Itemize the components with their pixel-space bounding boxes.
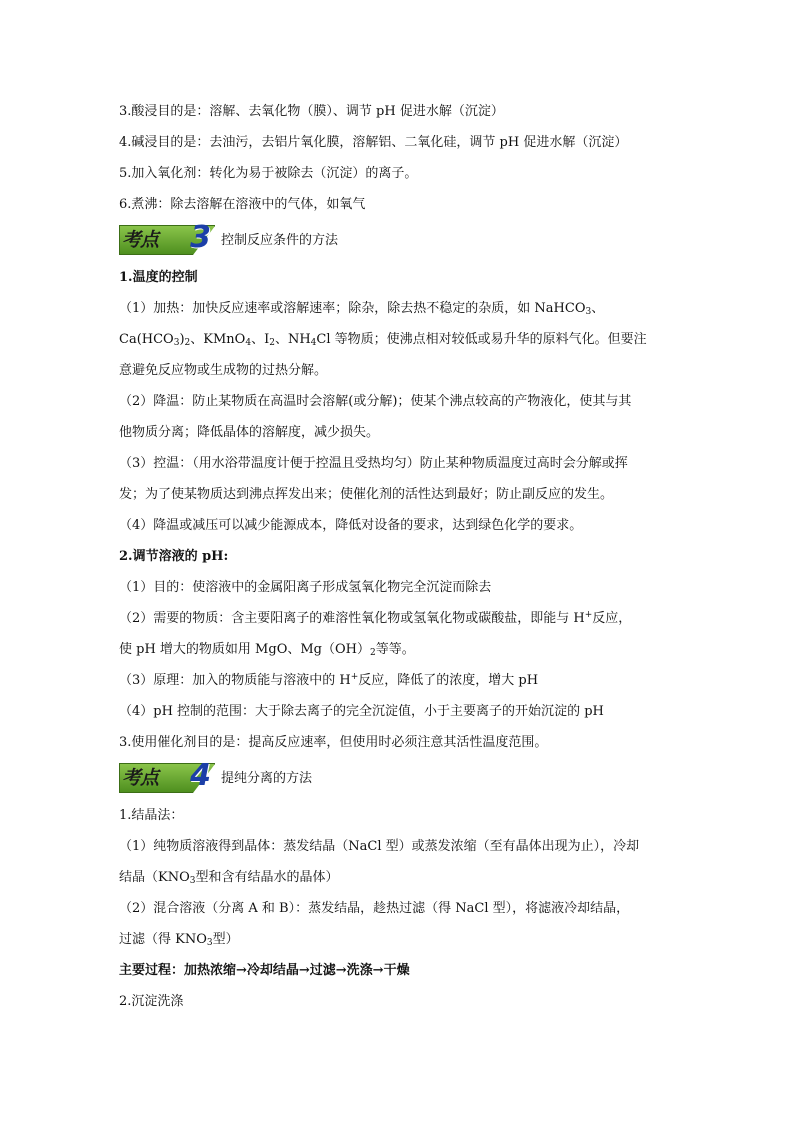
badge-text: 考点 (122, 766, 159, 789)
ph-substance-line-2: 使 pH 增大的物质如用 MgO、$Mg(OH)_2$等等。 (119, 642, 415, 658)
section-4-title: 提纯分离的方法 (221, 770, 313, 786)
pure-solution-line-2: 结晶（$KNO_3$型和含有结晶水的晶体） (119, 870, 339, 886)
cooling-line-2: 他物质分离；降低晶体的溶解度，减少损失。 (119, 425, 380, 440)
temp-control-line-2: 发；为了使某物质达到沸点挥发出来；使催化剂的活性达到最好；防止副反应的发生。 (119, 487, 614, 502)
kaodian-4-badge-icon (119, 758, 215, 793)
precipitate-washing-heading: 2.沉淀洗涤 (119, 994, 184, 1009)
heating-line-1: （1）加热：加快反应速率或溶解速率；除杂，除去热不稳定的杂质，如 NaHCO$_3$、 (119, 301, 605, 317)
ph-range-line: （4）pH 控制的范围：大于除去离子的完全沉淀值，小于主要离子的开始沉淀的 pH (119, 704, 604, 719)
alkali-leach-item: 4.碱浸目的是：去油污，去铝片氧化膜，溶解铝、二氧化硅，调节 pH 促进水解（沉淀） (119, 135, 628, 150)
section-4-header (119, 758, 679, 798)
mixed-solution-line-1: （2）混合溶液（分离 A 和 B）：蒸发结晶，趁热过滤（得 NaCl 型），将滤液冷却结晶， (119, 901, 630, 916)
ph-principle-line: （3）原理：加入的物质能与溶液中的 H+反应，降低了的浓度，增大 pH (119, 672, 539, 688)
crystallization-heading: 1.结晶法： (119, 808, 184, 823)
ph-adjust-heading: 2.调节溶液的 pH: (119, 549, 229, 564)
pure-solution-line-1: （1）纯物质溶液得到晶体：蒸发结晶（NaCl 型）或蒸发浓缩（至有晶体出现为止），冷却 (119, 839, 640, 854)
temp-control-line-1: （3）控温：（用水浴带温度计便于控温且受热均匀）防止某种物质温度过高时会分解或挥 (119, 456, 628, 471)
kaodian-3-badge-icon (119, 220, 215, 255)
main-process-line: 主要过程：加热浓缩→冷却结晶→过滤→洗涤→干燥 (119, 963, 410, 978)
ph-substance-line-1: （2）需要的物质：含主要阳离子的难溶性氧化物或氢氧化物或碳酸盐，即能与 H+反应， (119, 610, 632, 626)
badge-number: 3 (190, 220, 211, 255)
section-3-header (119, 220, 679, 260)
cooling-line-1: （2）降温：防止某物质在高温时会溶解(或分解)；使某个沸点较高的产物液化，使其与其 (119, 394, 632, 409)
catalyst-item: 3.使用催化剂目的是：提高反应速率，但使用时必须注意其活性温度范围。 (119, 735, 548, 750)
document-content (119, 96, 679, 1017)
ph-purpose-line: （1）目的：使溶液中的金属阳离子形成氢氧化物完全沉淀而除去 (119, 580, 492, 595)
oxidant-item: 5.加入氧化剂：转化为易于被除去（沉淀）的离子。 (119, 166, 418, 181)
heating-line-2: $Ca(HCO_3)_2$、KMnO$_4$、$I_2$、$NH_4Cl$ 等物质；使沸点相对较低或易升华的原料气化。但要注 (119, 332, 647, 348)
boiling-item: 6.煮沸：除去溶解在溶液中的气体，如氧气 (119, 197, 366, 212)
acid-leach-item: 3.酸浸目的是：溶解、去氧化物（膜）、调节 pH 促进水解（沉淀） (119, 104, 504, 119)
pressure-line: （4）降温或减压可以减少能源成本，降低对设备的要求，达到绿色化学的要求。 (119, 518, 583, 533)
badge-text: 考点 (122, 228, 159, 251)
temperature-control-heading: 1.温度的控制 (119, 270, 198, 285)
badge-number: 4 (190, 758, 211, 793)
section-3-title: 控制反应条件的方法 (221, 232, 339, 248)
heating-line-3: 意避免反应物或生成物的过热分解。 (119, 363, 328, 378)
mixed-solution-line-2: 过滤（得 $KNO_3$型） (119, 932, 239, 948)
